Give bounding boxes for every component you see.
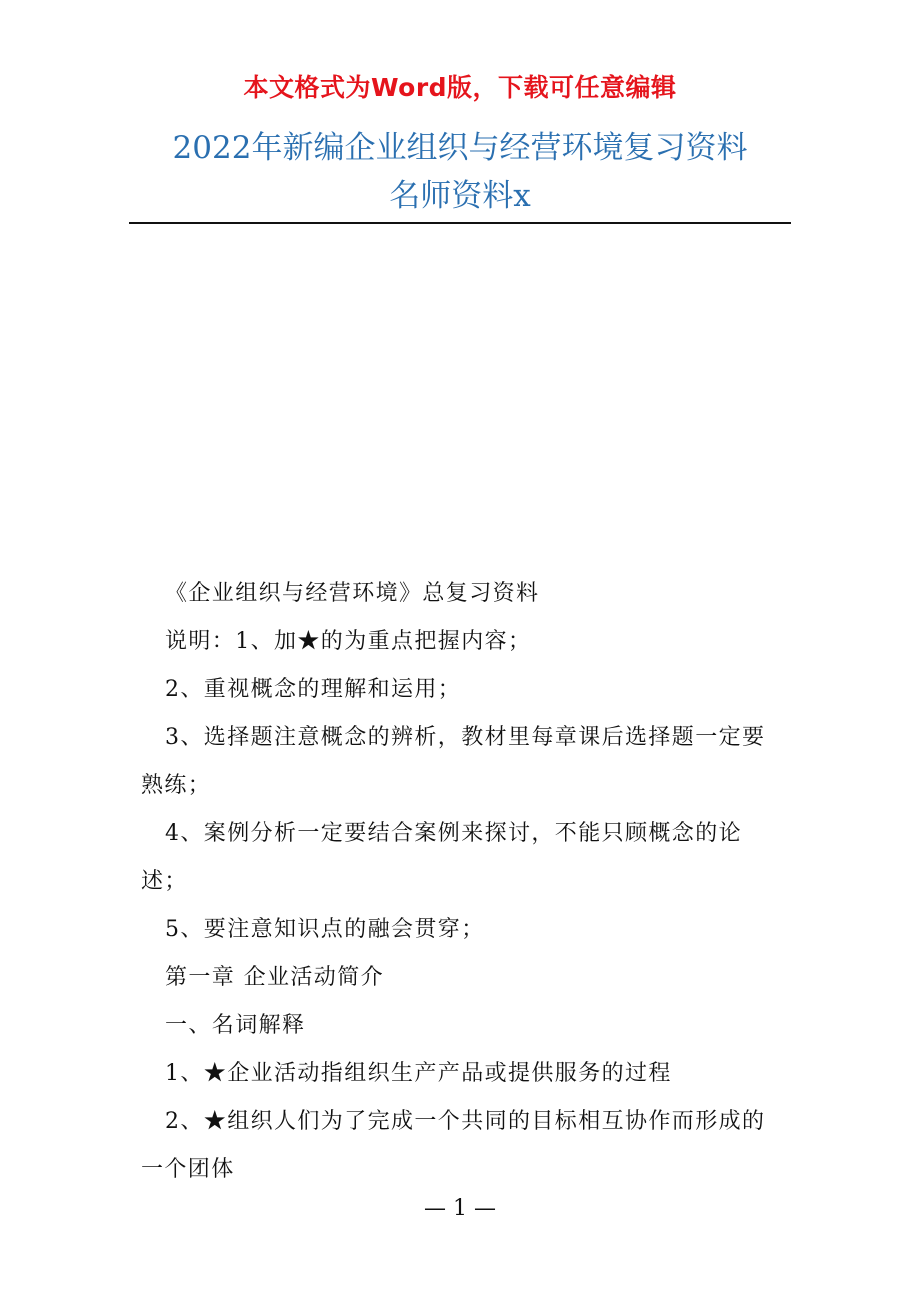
document-title (0, 124, 920, 220)
paragraph: 2、★组织人们为了完成一个共同的目标相互协作而形成的一个团体 (141, 1109, 766, 1182)
title-divider (129, 222, 791, 224)
subsection-heading: 一、名词解释 (165, 1013, 306, 1038)
paragraph: 3、选择题注意概念的辨析，教材里每章课后选择题一定要熟练； (141, 725, 766, 798)
title-line-2: 名师资料x (389, 178, 531, 214)
paragraph: 说明：1、加★的为重点把握内容； (165, 629, 532, 654)
paragraph: 5、要注意知识点的融会贯穿； (165, 917, 485, 942)
paragraph: 2、重视概念的理解和运用； (165, 677, 462, 702)
document-body (141, 570, 781, 1194)
title-line-1: 2022年新编企业组织与经营环境复习资料 (172, 130, 748, 166)
section-heading: 第一章 企业活动简介 (165, 965, 384, 990)
paragraph: 1、★企业活动指组织生产产品或提供服务的过程 (165, 1061, 672, 1086)
page-number: — 1 — (424, 1196, 496, 1221)
paragraph: 4、案例分析一定要结合案例来探讨，不能只顾概念的论述； (141, 821, 742, 894)
format-notice: 本文格式为Word版，下载可任意编辑 (243, 73, 677, 102)
paragraph: 《企业组织与经营环境》总复习资料 (165, 581, 540, 606)
